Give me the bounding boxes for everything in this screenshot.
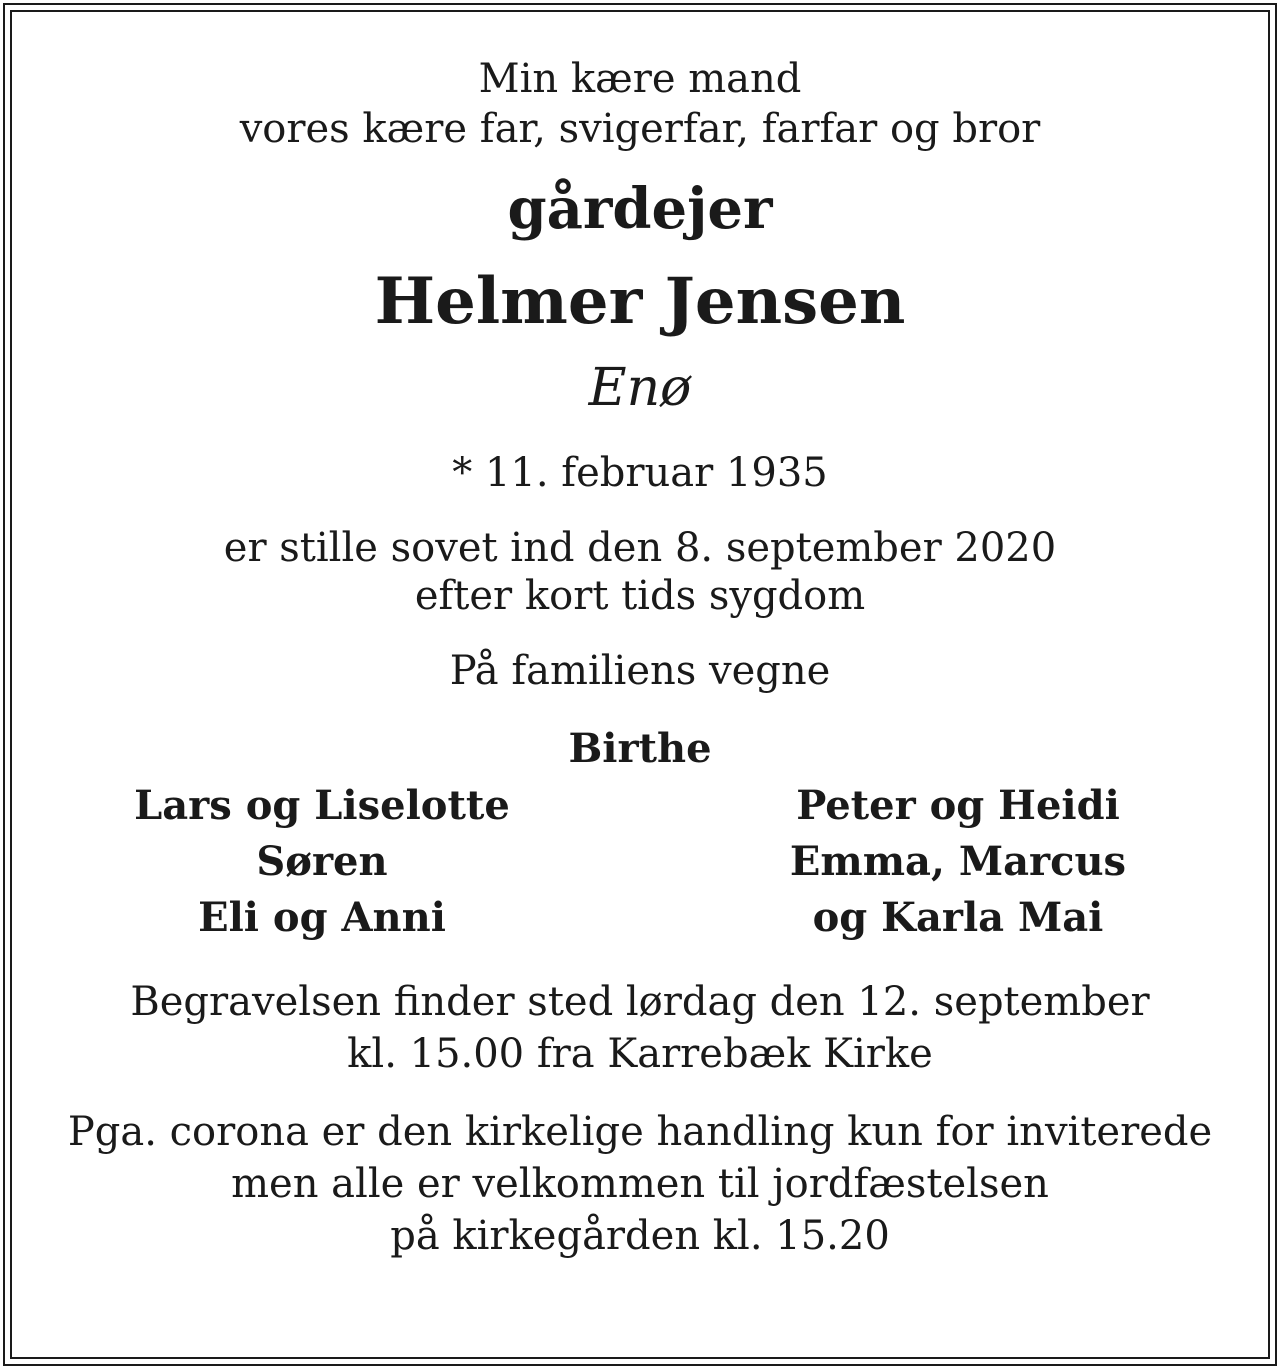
obituary-notice — [12, 12, 1268, 1262]
birth-date: * 11. februar 1935 — [452, 450, 828, 496]
family-member: Emma, Marcus — [789, 838, 1127, 885]
family-column-left — [12, 778, 632, 946]
death-line: er stille sovet ind den 8. september 2020 — [223, 525, 1057, 571]
family-names — [12, 778, 1268, 946]
death-line: efter kort tids sygdom — [414, 573, 866, 619]
deceased-place: Enø — [588, 358, 692, 418]
corona-notice — [12, 1106, 1268, 1262]
family-member: Eli og Anni — [198, 894, 446, 941]
family-member: Lars og Liselotte — [134, 782, 510, 829]
corona-line: men alle er velkommen til jordfæstelsen — [231, 1161, 1049, 1207]
corona-line: på kirkegården kl. 15.20 — [390, 1213, 890, 1259]
family-member: Søren — [256, 838, 388, 885]
funeral-line: Begravelsen finder sted lørdag den 12. september — [130, 979, 1150, 1025]
death-notice — [12, 524, 1268, 620]
intro-text — [12, 54, 1268, 154]
family-member: og Karla Mai — [812, 894, 1104, 941]
deceased-title: gårdejer — [507, 176, 773, 242]
family-head-name: Birthe — [568, 725, 712, 772]
on-behalf-text: På familiens vegne — [449, 648, 831, 694]
funeral-info — [12, 976, 1268, 1080]
deceased-name: Helmer Jensen — [374, 264, 906, 339]
intro-line: Min kære mand — [478, 56, 802, 102]
family-column-right — [648, 778, 1268, 946]
funeral-line: kl. 15.00 fra Karrebæk Kirke — [347, 1031, 933, 1077]
corona-line: Pga. corona er den kirkelige handling kun for inviterede — [67, 1109, 1213, 1155]
family-member: Peter og Heidi — [796, 782, 1120, 829]
intro-line: vores kære far, svigerfar, farfar og bror — [239, 106, 1041, 152]
